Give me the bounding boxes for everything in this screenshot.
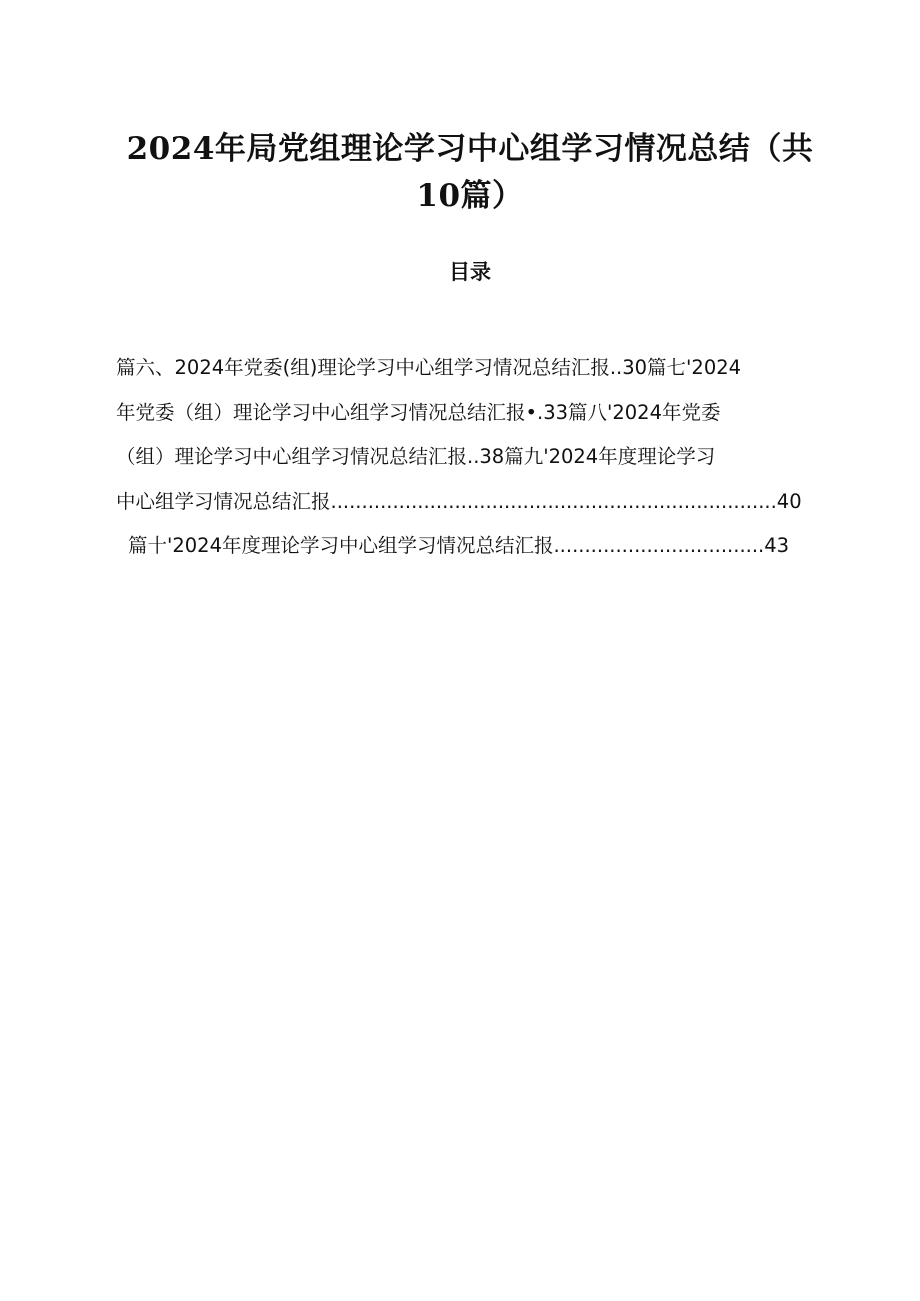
toc-line: 篇十'2024年度理论学习中心组学习情况总结汇报..................................43 <box>128 534 790 557</box>
toc-line: （组）理论学习中心组学习情况总结汇报..38篇九'2024年度理论学习 <box>116 445 716 468</box>
document-title <box>100 126 840 220</box>
table-of-contents <box>116 346 836 569</box>
toc-line: 篇六、2024年党委(组)理论学习中心组学习情况总结汇报..30篇七'2024 <box>116 356 742 379</box>
toc-line: 中心组学习情况总结汇报........................................................................40 <box>116 489 802 513</box>
title-line-1: 2024年局党组理论学习中心组学习情况总结（共 <box>126 131 814 167</box>
title-line-2: 10篇） <box>416 178 524 214</box>
toc-line: 年党委（组）理论学习中心组学习情况总结汇报•.33篇八'2024年党委 <box>116 400 721 424</box>
toc-heading: 目录 <box>449 260 491 284</box>
